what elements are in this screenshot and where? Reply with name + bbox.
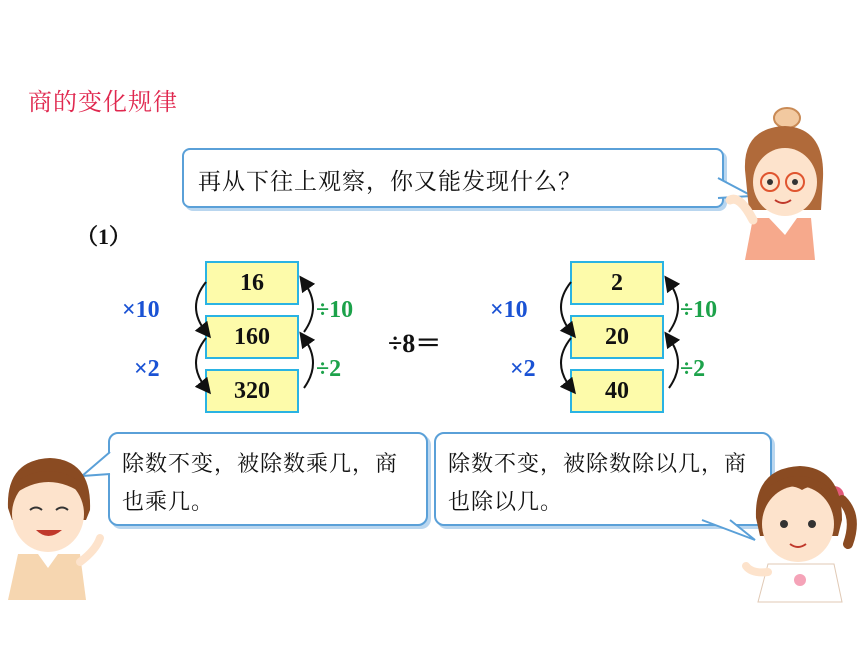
right-op-times10: ×10 [490, 297, 528, 323]
left-box-1: 16 [205, 261, 299, 305]
problem-label: （1） [76, 224, 132, 249]
teacher-character-icon [725, 100, 835, 270]
left-op-div2: ÷2 [316, 356, 342, 382]
left-op-div10: ÷10 [316, 297, 354, 323]
left-box-3: 320 [205, 369, 299, 413]
right-box-3: 40 [570, 369, 664, 413]
page-title: 商的变化规律 [28, 88, 178, 116]
girl-character-icon [742, 456, 860, 606]
boy-speech-bubble [108, 432, 428, 526]
left-arrows [180, 280, 320, 400]
left-box-2: 160 [205, 315, 299, 359]
left-op-times2: ×2 [134, 356, 160, 382]
right-op-div2: ÷2 [680, 356, 706, 382]
question-bubble [182, 148, 724, 208]
right-op-times2: ×2 [510, 356, 536, 382]
boy-speech-text: 除数不变，被除数乘几，商也乘几。 [122, 452, 399, 515]
right-box-1: 2 [570, 261, 664, 305]
girl-speech-bubble [434, 432, 772, 526]
right-box-2: 20 [570, 315, 664, 359]
right-op-div10: ÷10 [680, 297, 718, 323]
question-text: 再从下往上观察，你又能发现什么？ [198, 169, 582, 195]
girl-speech-text: 除数不变，被除数除以几，商也除以几。 [448, 452, 748, 515]
boy-character-icon [0, 450, 110, 610]
division-op: ÷8＝ [388, 329, 442, 358]
left-op-times10: ×10 [122, 297, 160, 323]
right-arrows [545, 280, 685, 400]
